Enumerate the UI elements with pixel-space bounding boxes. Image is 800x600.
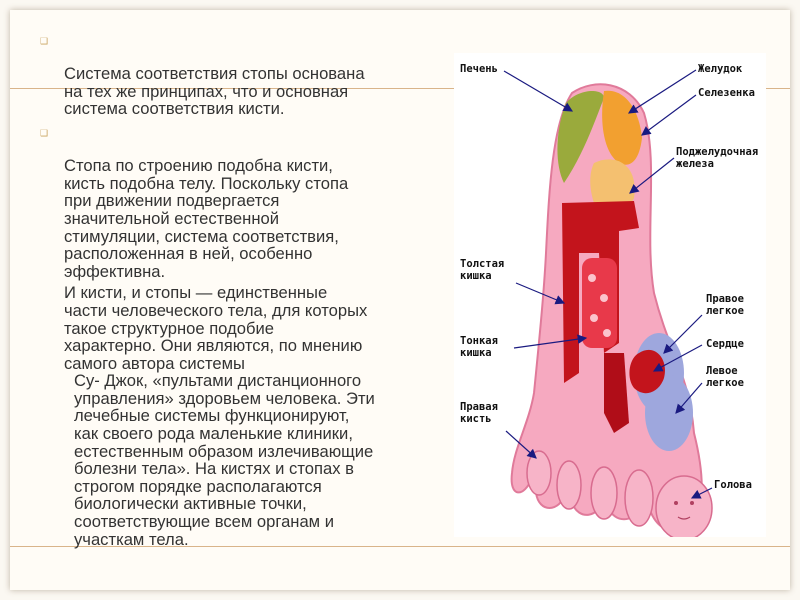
intestine-dot [603,329,611,337]
foot-diagram [454,53,766,537]
slide-text [40,30,435,548]
bullet-text-1: Система соответствия стопы основана на тех же принципах, что и основная система соответствия кисти. [64,64,365,119]
label-pancreas: Поджелудочная железа [676,146,759,170]
bullet-item [40,30,435,118]
arrow-stomach [629,70,696,113]
intestine-dot [588,274,596,282]
bullet-icon: ❑ [40,127,49,138]
paragraph-1: И кисти, и стопы — единственные части человеческого тела, для которых такое структурное подобие характерно. Они являются, по мнению самого автора системы [64,283,368,373]
label-left-lung: Левое легкое [706,365,744,389]
toe-big [656,476,712,537]
arrow-right-lung [664,315,702,353]
arrow-liver [504,71,572,111]
head-eye-right [690,501,694,505]
label-head: Голова [714,479,752,491]
arrow-spleen [642,95,696,135]
toe-3 [591,467,617,519]
label-liver: Печень [460,63,498,75]
toe-5 [527,451,551,495]
intestine-dot [590,314,598,322]
toe-4 [557,461,581,509]
bullet-icon: ❑ [40,36,49,46]
label-spleen: Селезенка [698,87,755,99]
label-stomach: Желудок [698,63,743,75]
bullet-item [40,122,435,280]
paragraph-2: Су- Джок, «пультами дистанционного управления» здоровьем человека. Эти лечебные системы функционируют, как своего рода маленькие клиники, естественным образом излечивающие болезни тела». На кистях и стопах в строгом порядке располагаются биологически активные точки, соответствующие всем органам и участкам тела. [74,371,375,549]
intestine-dot [600,294,608,302]
toe-2 [625,470,653,526]
small-intestine-zone [582,258,617,348]
head-eye-left [674,501,678,505]
label-right-lung: Правое легкое [706,293,744,317]
label-small-intestine: Тонкая кишка [460,335,498,359]
label-colon: Толстая кишка [460,258,505,282]
bullet-text-2: Стопа по строению подобна кисти, кисть подобна телу. Поскольку стопа при движении подвергается значительной естественной стимуляции, система соответствия, расположенная в ней, особенно эффективна. [64,156,349,281]
label-right-hand: Правая кисть [460,401,498,425]
label-heart: Сердце [706,338,744,350]
